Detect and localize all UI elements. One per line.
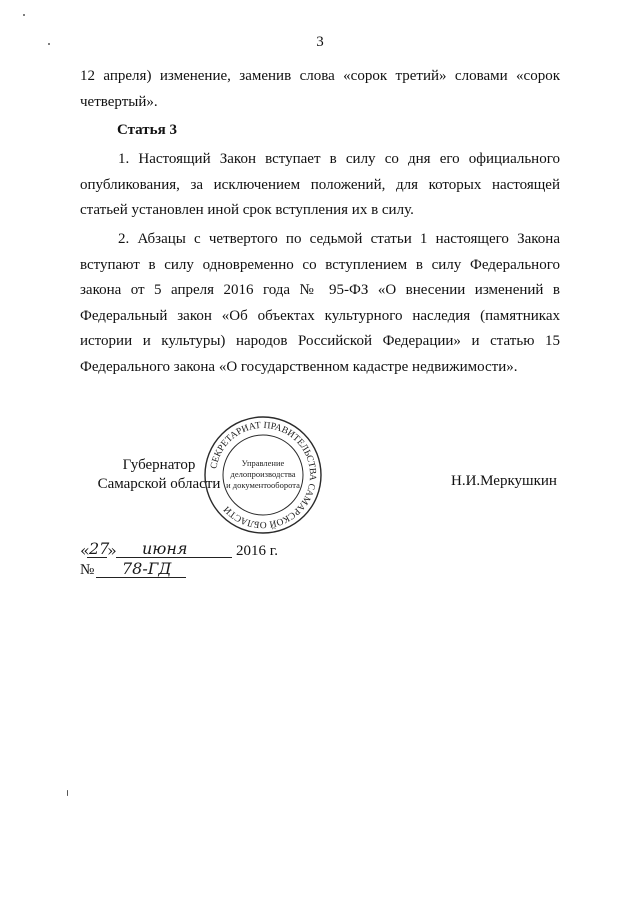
scan-speck <box>23 14 25 16</box>
signatory-position-line1: Губернатор <box>122 457 196 473</box>
paragraph-2 <box>80 227 560 380</box>
scan-speck <box>48 43 50 45</box>
date-close-quote: » <box>107 541 117 560</box>
stamp-inner-line2: делопроизводства <box>230 469 296 479</box>
paragraph-1-text: 1. Настоящий Закон вступает в силу со дня его официального опубликования, за исключением положений, для которых настоящей статьей установлен иной срок вступления их в силу. <box>80 151 560 218</box>
document-number <box>80 559 290 584</box>
stamp-ring-text: СЕКРЕТАРИАТ ПРАВИТЕЛЬСТВА САМАРСКОЙ ОБЛАСТИ <box>209 420 318 530</box>
date-day-underline <box>87 557 107 558</box>
date-day-handwritten: 27 <box>89 539 110 558</box>
stamp-inner-line1: Управление <box>241 458 285 468</box>
scan-speck <box>67 790 68 796</box>
article-heading: Статья 3 <box>117 122 177 138</box>
signatory-name: Н.И.Меркушкин <box>451 473 557 489</box>
date-year: 2016 г. <box>236 543 278 559</box>
paragraph-continuation <box>80 64 560 115</box>
stamp-inner-line3: и документооборота <box>226 480 300 490</box>
number-label: № <box>80 562 95 578</box>
official-stamp <box>202 414 324 536</box>
number-handwritten: 78-ГД <box>122 559 172 578</box>
paragraph-1 <box>80 147 560 224</box>
paragraph-continuation-text: 12 апреля) изменение, заменив слова «сорок третий» словами «сорок четвертый». <box>80 68 560 110</box>
date-month-underline <box>116 557 232 558</box>
paragraph-2-text: 2. Абзацы с четвертого по седьмой статьи 1 настоящего Закона вступают в силу одновременно со вступлением в силу Федерального закона от 5 апреля 2016 года № 95-ФЗ «О внесении изменений в Федеральный закон «Об объектах культурного наследия (памятниках истории и культуры) народов Российской Федерации» и статью 15 Федерального закона «О государственном кадастре недвижимости». <box>80 231 560 375</box>
number-underline <box>96 577 186 578</box>
date-month-handwritten: июня <box>142 539 188 558</box>
date-open-quote: « <box>80 541 90 560</box>
signatory-position-line2: Самарской области <box>97 476 221 492</box>
page-number: 3 <box>316 34 324 50</box>
